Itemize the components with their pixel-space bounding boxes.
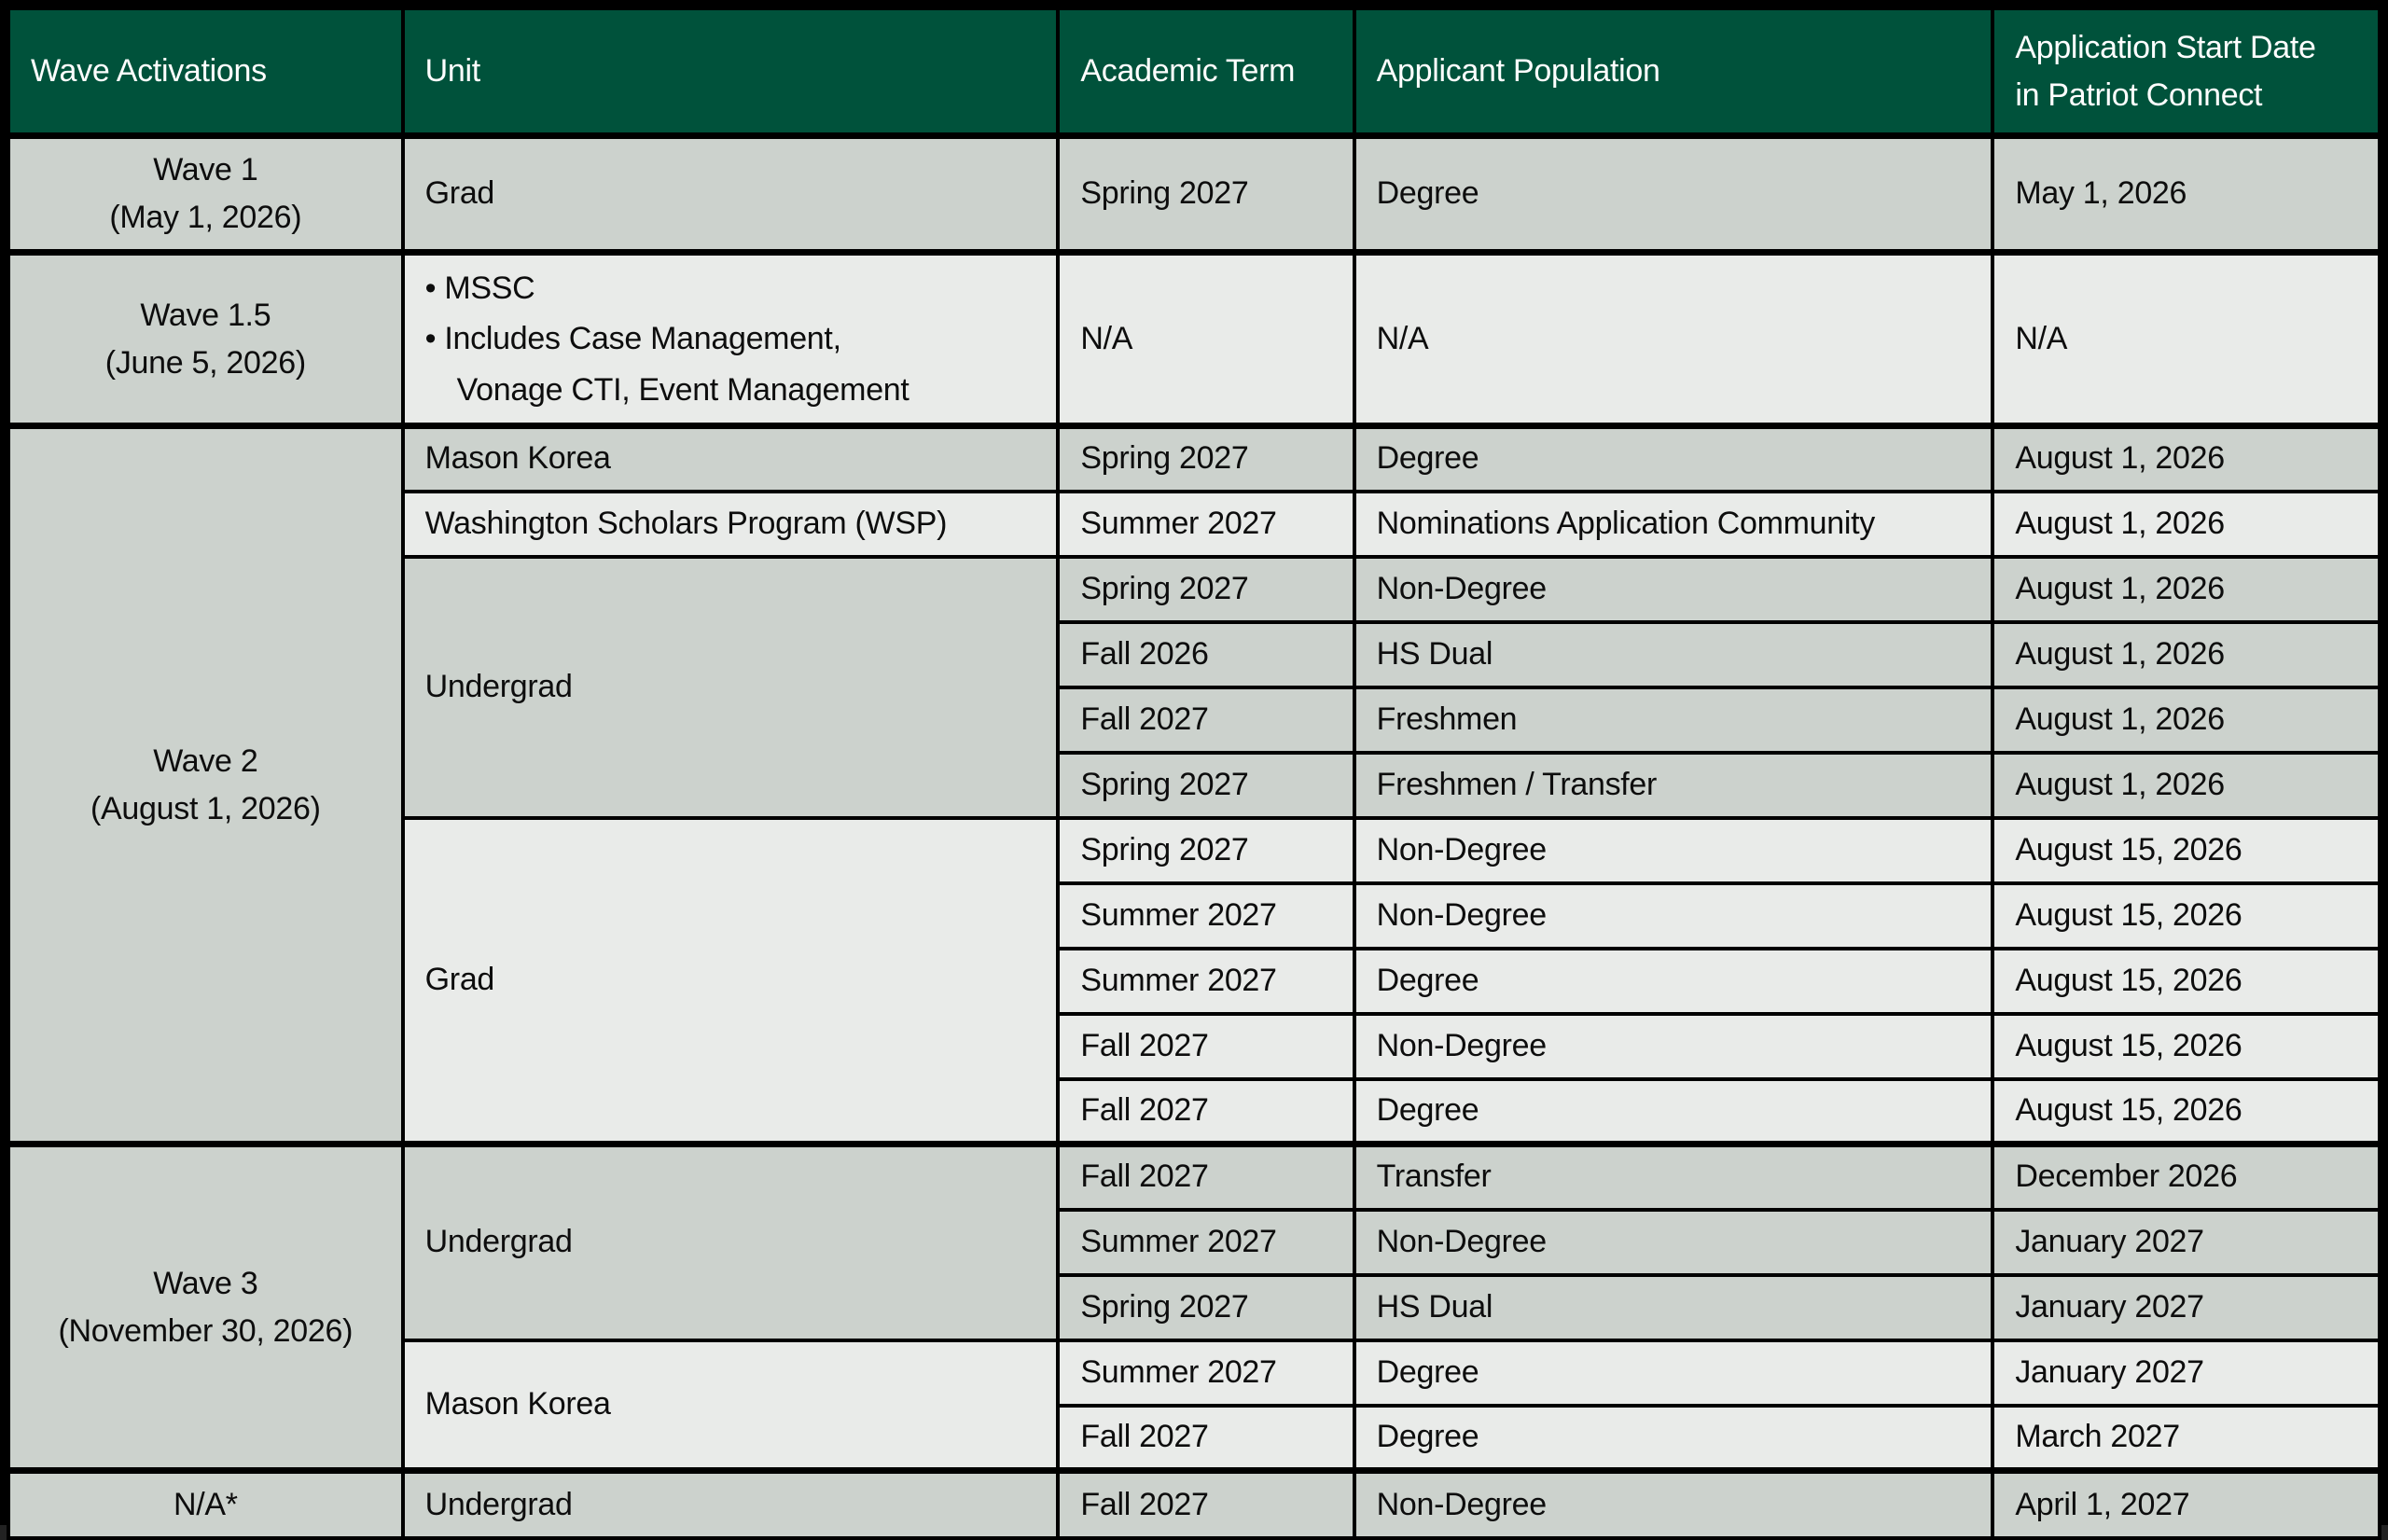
col-header-application-start-date: Application Start Date in Patriot Connect bbox=[1992, 8, 2380, 136]
cell-population: N/A bbox=[1354, 253, 1993, 426]
table-row bbox=[8, 136, 2380, 253]
cell-term: Fall 2027 bbox=[1058, 1406, 1354, 1471]
table-row bbox=[8, 1145, 2380, 1210]
wave-activation-table bbox=[7, 7, 2381, 1540]
cell-start-date: August 15, 2026 bbox=[1992, 1079, 2380, 1145]
cell-population: Non-Degree bbox=[1354, 1210, 1993, 1275]
wave-name: Wave 2 bbox=[153, 742, 258, 779]
cell-term: Fall 2027 bbox=[1058, 1014, 1354, 1079]
cell-population: Degree bbox=[1354, 1406, 1993, 1471]
cell-population: Degree bbox=[1354, 136, 1993, 253]
cell-start-date: August 1, 2026 bbox=[1992, 622, 2380, 687]
cell-unit-wsp: Washington Scholars Program (WSP) bbox=[403, 492, 1059, 557]
wave-activation-date: (May 1, 2026) bbox=[109, 200, 302, 235]
col-header-wave-activations: Wave Activations bbox=[8, 8, 403, 136]
cell-start-date: January 2027 bbox=[1992, 1340, 2380, 1406]
cell-start-date: August 1, 2026 bbox=[1992, 492, 2380, 557]
wave-name: N/A* bbox=[173, 1487, 238, 1523]
table-row bbox=[8, 253, 2380, 426]
cell-population: Non-Degree bbox=[1354, 883, 1993, 949]
wave-name: Wave 3 bbox=[153, 1265, 258, 1301]
cell-term: Fall 2027 bbox=[1058, 1471, 1354, 1539]
col-header-applicant-population: Applicant Population bbox=[1354, 8, 1993, 136]
cell-term: Spring 2027 bbox=[1058, 136, 1354, 253]
cell-unit-grad: Grad bbox=[403, 818, 1059, 1145]
wave-activation-date: (August 1, 2026) bbox=[90, 790, 321, 826]
cell-term: N/A bbox=[1058, 253, 1354, 426]
cell-unit-mason-korea: Mason Korea bbox=[403, 426, 1059, 492]
cell-start-date: August 15, 2026 bbox=[1992, 1014, 2380, 1079]
cell-population: Non-Degree bbox=[1354, 1014, 1993, 1079]
cell-population: Nominations Application Community bbox=[1354, 492, 1993, 557]
wave-name: Wave 1.5 bbox=[140, 297, 271, 333]
cell-unit-mason-korea: Mason Korea bbox=[403, 1340, 1059, 1471]
unit-bullet-line: • MSSC bbox=[424, 271, 535, 306]
cell-term: Fall 2027 bbox=[1058, 1145, 1354, 1210]
cell-term: Spring 2027 bbox=[1058, 1275, 1354, 1340]
wave-name: Wave 1 bbox=[153, 152, 258, 187]
cell-term: Summer 2027 bbox=[1058, 1210, 1354, 1275]
cell-term: Summer 2027 bbox=[1058, 1340, 1354, 1406]
cell-term: Fall 2027 bbox=[1058, 1079, 1354, 1145]
col-header-unit: Unit bbox=[403, 8, 1059, 136]
cell-wave-na bbox=[8, 1471, 403, 1539]
cell-start-date: N/A bbox=[1992, 253, 2380, 426]
wave-activation-date: (June 5, 2026) bbox=[104, 344, 306, 381]
table-row bbox=[8, 1471, 2380, 1539]
cell-wave-1 bbox=[8, 136, 403, 253]
unit-bullet-continuation: Vonage CTI, Event Management bbox=[456, 371, 909, 408]
cell-start-date: March 2027 bbox=[1992, 1406, 2380, 1471]
cell-population: Transfer bbox=[1354, 1145, 1993, 1210]
cell-start-date: January 2027 bbox=[1992, 1210, 2380, 1275]
table-row bbox=[8, 426, 2380, 492]
cell-population: HS Dual bbox=[1354, 622, 1993, 687]
cell-start-date: August 15, 2026 bbox=[1992, 818, 2380, 883]
cell-wave-2 bbox=[8, 426, 403, 1145]
cell-start-date: May 1, 2026 bbox=[1992, 136, 2380, 253]
cell-unit-undergrad: Undergrad bbox=[403, 557, 1059, 818]
cell-population: Non-Degree bbox=[1354, 557, 1993, 622]
cell-population: Degree bbox=[1354, 1079, 1993, 1145]
cell-term: Summer 2027 bbox=[1058, 492, 1354, 557]
cell-term: Spring 2027 bbox=[1058, 426, 1354, 492]
cell-start-date: January 2027 bbox=[1992, 1275, 2380, 1340]
cell-start-date: August 1, 2026 bbox=[1992, 687, 2380, 753]
cell-start-date: December 2026 bbox=[1992, 1145, 2380, 1210]
cell-population: Freshmen / Transfer bbox=[1354, 753, 1993, 818]
unit-bullet-line: • Includes Case Management, bbox=[424, 321, 841, 357]
cell-term: Spring 2027 bbox=[1058, 818, 1354, 883]
cell-start-date: August 15, 2026 bbox=[1992, 883, 2380, 949]
cell-start-date: August 1, 2026 bbox=[1992, 426, 2380, 492]
cell-start-date: August 1, 2026 bbox=[1992, 557, 2380, 622]
cell-start-date: April 1, 2027 bbox=[1992, 1471, 2380, 1539]
cell-wave-3 bbox=[8, 1145, 403, 1471]
cell-population: Non-Degree bbox=[1354, 1471, 1993, 1539]
cell-population: Non-Degree bbox=[1354, 818, 1993, 883]
cell-unit-mssc bbox=[403, 253, 1059, 426]
cell-term: Spring 2027 bbox=[1058, 557, 1354, 622]
cell-wave-1-5 bbox=[8, 253, 403, 426]
cell-unit-undergrad: Undergrad bbox=[403, 1145, 1059, 1340]
cell-population: Degree bbox=[1354, 1340, 1993, 1406]
cell-term: Fall 2026 bbox=[1058, 622, 1354, 687]
header-row bbox=[8, 8, 2380, 136]
cell-population: HS Dual bbox=[1354, 1275, 1993, 1340]
col-header-academic-term: Academic Term bbox=[1058, 8, 1354, 136]
cell-start-date: August 15, 2026 bbox=[1992, 949, 2380, 1014]
cell-start-date: August 1, 2026 bbox=[1992, 753, 2380, 818]
cell-term: Fall 2027 bbox=[1058, 687, 1354, 753]
cell-population: Freshmen bbox=[1354, 687, 1993, 753]
wave-activation-date: (November 30, 2026) bbox=[58, 1312, 354, 1349]
cell-population: Degree bbox=[1354, 949, 1993, 1014]
cell-unit-undergrad: Undergrad bbox=[403, 1471, 1059, 1539]
cell-term: Summer 2027 bbox=[1058, 949, 1354, 1014]
cell-term: Summer 2027 bbox=[1058, 883, 1354, 949]
cell-unit-grad: Grad bbox=[403, 136, 1059, 253]
cell-population: Degree bbox=[1354, 426, 1993, 492]
cell-term: Spring 2027 bbox=[1058, 753, 1354, 818]
